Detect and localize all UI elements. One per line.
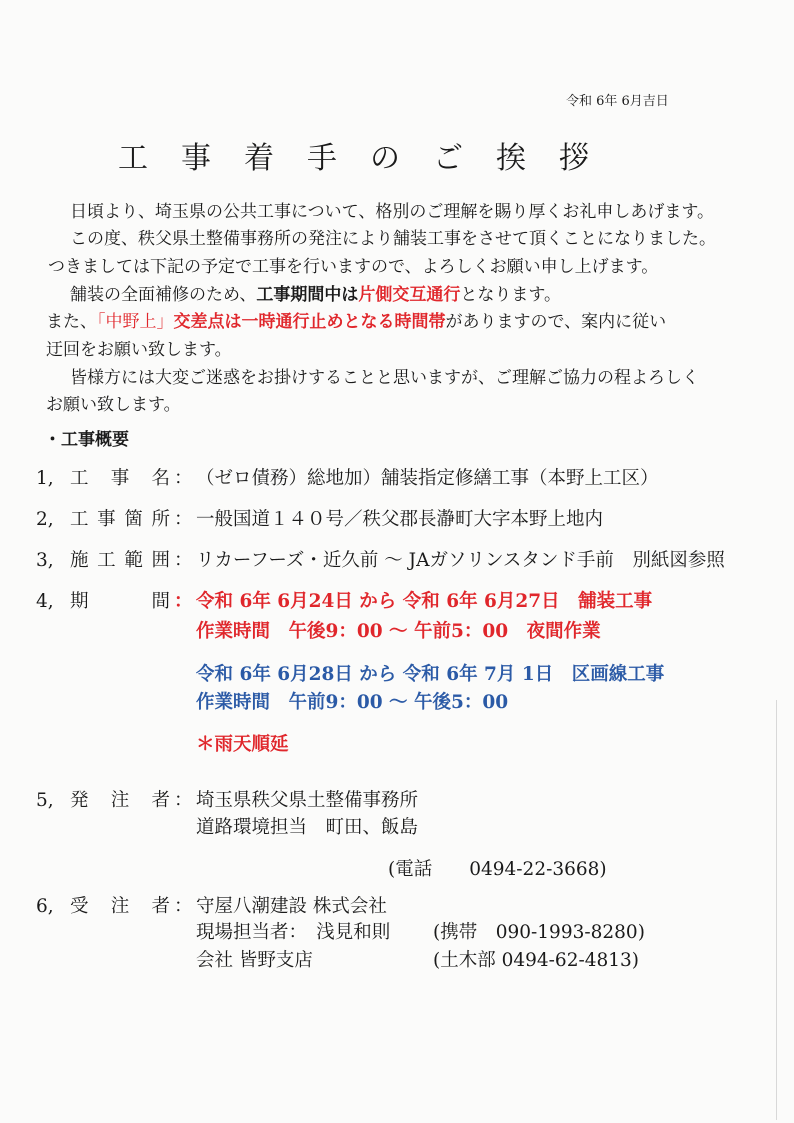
road-closure-notice: 交差点は一時通行止めとなる時間帯 [173,312,446,332]
marking-period: 令和 6年 6月28日 から 令和 6年 7月 1日 区画線工事 [196,664,665,685]
construction-period-emphasis: 工事期間中は [256,285,359,305]
item-number: 3, [36,550,54,571]
item-number: 4, [36,591,54,612]
item-value: 守屋八潮建設 株式会社 [196,896,387,917]
alternate-traffic-notice: 片側交互通行 [358,285,461,305]
item-label: 期間 [70,591,170,612]
item-value: 埼玉県秩父県土整備事務所 [196,790,419,811]
item-colon: ： [174,591,193,612]
item-location [0,508,794,531]
item-client [0,789,794,812]
item-label: 工事箇所 [70,509,170,530]
contractor-branch-phone: (土木部 0494-62-4813) [433,950,640,971]
greeting-line-1: 日頃より、埼玉県の公共工事について、格別のご理解を賜り厚くお礼申しあげます。 [70,202,714,222]
item-number: 6, [36,896,54,917]
client-phone: (電話 0494-22-3668) [388,859,607,880]
item-colon: ： [174,509,193,530]
client-contact: 道路環境担当 町田、飯島 [196,817,419,838]
greeting-line-5-d: がありますので、案内に従い [445,312,667,332]
site-manager: 現場担当者： 浅見和則 [196,922,391,943]
issue-date: 令和 6年 6月吉日 [566,94,669,109]
greeting-line-4-d: となります。 [460,285,561,305]
greeting-line-5 [46,312,666,333]
intersection-name: 「中野上」 [97,312,174,332]
item-value: リカーフーズ・近久前 ～ JAガソリンスタンド手前 別紙図参照 [196,550,725,571]
site-manager-mobile: (携帯 090-1993-8280) [433,922,645,943]
paving-hours: 作業時間 午後9：00 ～ 午前5：00 夜間作業 [196,621,601,642]
item-label: 受注者 [70,896,170,917]
greeting-line-4 [70,285,561,306]
greeting-line-4-a: 舗装の全面補修のため、 [70,285,257,305]
greeting-line-6: 迂回をお願い致します。 [46,340,232,360]
greeting-line-7: 皆様方には大変ご迷惑をお掛けすることと思いますが、ご理解ご協力の程よろしく [70,368,699,388]
greeting-line-3: つきましては下記の予定で工事を行いますので、よろしくお願い申し上げます。 [48,257,659,277]
paving-period: 令和 6年 6月24日 から 令和 6年 6月27日 舗装工事 [196,591,653,612]
overview-heading: ・工事概要 [44,430,129,450]
item-project-name [0,467,794,490]
item-colon: ： [174,790,193,811]
item-value: 一般国道１４０号／秩父郡長瀞町大字本野上地内 [196,509,604,530]
item-contractor [0,895,794,918]
greeting-line-5-a: また、 [46,312,97,332]
item-number: 1, [36,468,54,489]
item-colon: ： [174,550,193,571]
item-value: （ゼロ債務）総地加）舗装指定修繕工事（本野上工区） [196,468,659,489]
scan-edge-line [776,700,777,1120]
item-period [0,590,794,613]
document-title: 工事着手のご挨拶 [118,141,622,176]
greeting-line-8: お願い致します。 [46,395,181,415]
item-label: 施工範囲 [70,550,170,571]
item-number: 5, [36,790,54,811]
contractor-branch: 会社 皆野支店 [196,950,313,971]
rain-postponement-note: ＊雨天順延 [196,734,289,755]
item-colon: ： [174,896,193,917]
marking-hours: 作業時間 午前9：00 ～ 午後5：00 [196,692,509,713]
greeting-line-2: この度、秩父県土整備事務所の発注により舗装工事をさせて頂くことになりました。 [70,229,716,249]
item-number: 2, [36,509,54,530]
item-colon: ： [174,468,193,489]
item-label: 工事名 [70,468,170,489]
item-label: 発注者 [70,790,170,811]
item-work-range [0,549,794,572]
